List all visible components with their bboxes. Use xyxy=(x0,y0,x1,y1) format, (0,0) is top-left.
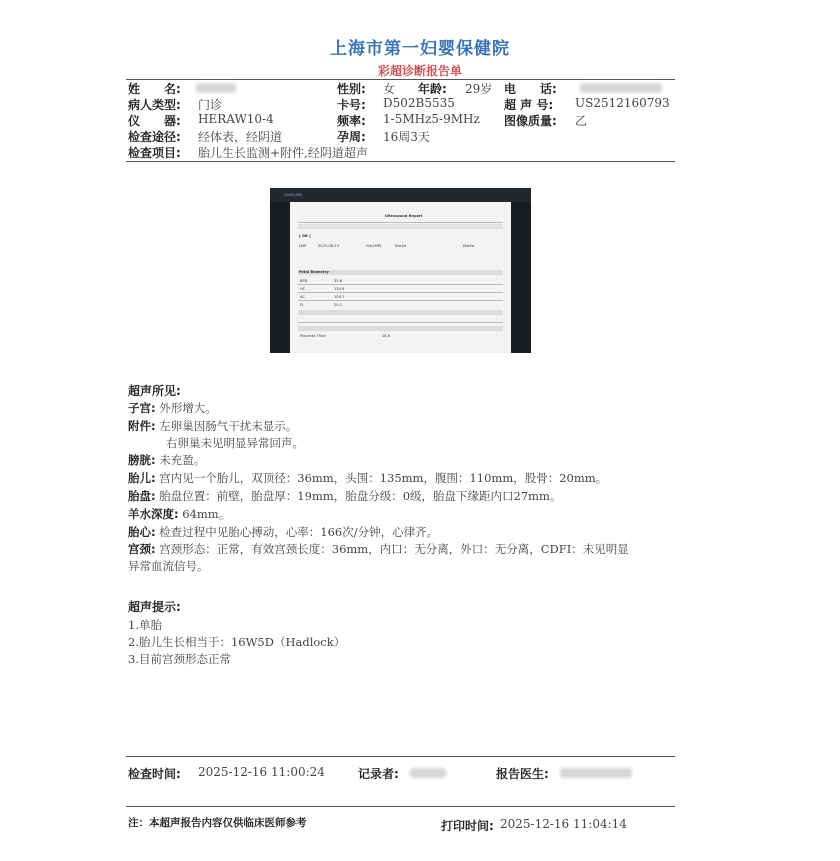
image-title: Ultrasound Report xyxy=(385,214,423,218)
placenta-text: 胎盘位置：前壁，胎盘厚：19mm，胎盘分级：0级，胎盘下缘距内口27mm。 xyxy=(159,489,562,503)
cervix-label: 宫颈: xyxy=(128,542,156,556)
amniotic-label: 羊水深度: xyxy=(128,507,179,521)
uterus-text: 外形增大。 xyxy=(159,401,217,415)
doctor-signature-redacted xyxy=(560,768,632,778)
name-label: 姓 名: xyxy=(128,82,181,96)
hospital-name: 上海市第一妇婴保健院 xyxy=(330,39,510,59)
items-label: 检查项目: xyxy=(128,146,181,160)
gender-label: 性别: xyxy=(337,82,366,96)
card-value: D502B5535 xyxy=(383,96,455,110)
age-label: 年龄: xyxy=(418,82,447,96)
image-val-ac: 109.7 xyxy=(334,295,345,299)
fetus-text: 宫内见一个胎儿，双顶径：36mm，头围：135mm，腹围：110mm，股骨：20mm。 xyxy=(159,471,608,485)
ga-label: 孕周: xyxy=(337,130,366,144)
gender-value: 女 xyxy=(383,82,396,96)
recorder-redacted xyxy=(410,768,446,778)
quality-label: 图像质量: xyxy=(504,114,557,128)
age-value: 29岁 xyxy=(465,82,493,96)
phone-redacted xyxy=(580,83,662,93)
us-no-value: US2512160793 xyxy=(575,96,670,110)
image-val-bpd: 35.6 xyxy=(334,279,343,283)
image-brand: SAMSUNG xyxy=(284,193,303,197)
print-time-label: 打印时间: xyxy=(441,819,494,833)
footer-rule-top xyxy=(126,756,675,757)
image-lmp-label: LMP xyxy=(299,244,307,248)
bladder-label: 膀胱: xyxy=(128,453,156,467)
conclusion-item-3: 3.目前宫颈形态正常 xyxy=(128,652,231,666)
us-no-label: 超 声 号: xyxy=(504,98,554,112)
image-row-hc: HC xyxy=(300,287,306,291)
device-value: HERAW10-4 xyxy=(198,112,274,126)
image-placenta: Placenta Thick xyxy=(300,334,327,338)
conclusion-item-1: 1.单胎 xyxy=(128,618,162,632)
finding-uterus xyxy=(128,400,217,416)
route-value: 经体表，经阴道 xyxy=(198,130,283,144)
placenta-label: 胎盘: xyxy=(128,489,156,503)
print-time-value: 2025-12-16 11:04:14 xyxy=(500,817,627,831)
amniotic-text: 64mm。 xyxy=(182,507,231,521)
finding-amniotic xyxy=(128,506,230,522)
image-row-fl: FL xyxy=(300,303,305,307)
image-val-fl: 20.1 xyxy=(334,303,343,307)
finding-heart xyxy=(128,524,438,540)
type-value: 门诊 xyxy=(198,98,223,112)
disclaimer-note: 注：本超声报告内容仅供临床医师参考 xyxy=(128,817,307,829)
name-redacted xyxy=(196,83,236,93)
items-value: 胎儿生长监测+附件,经阴道超声 xyxy=(198,146,368,160)
bladder-text: 未充盈。 xyxy=(159,453,206,467)
report-title: 彩超诊断报告单 xyxy=(377,64,462,78)
image-ga: 16w3d xyxy=(394,244,407,248)
ultrasound-report-image xyxy=(270,188,531,353)
adnexa-text-2: 右卵巢未见明显异常回声。 xyxy=(166,436,304,450)
phone-label: 电 话: xyxy=(504,82,557,96)
footer-rule-bottom xyxy=(126,806,675,807)
finding-cervix xyxy=(128,541,629,557)
image-row-bpd: BPD xyxy=(300,279,308,283)
image-lmp: 2025-08-23 xyxy=(318,244,339,248)
image-ob: [ OB ] xyxy=(299,234,311,238)
image-edd: 16w5d xyxy=(462,244,475,248)
image-report-page xyxy=(290,202,511,353)
cervix-text-2: 异常血流信号。 xyxy=(128,559,209,573)
quality-value: 乙 xyxy=(575,114,588,128)
heart-label: 胎心: xyxy=(128,525,156,539)
finding-bladder xyxy=(128,452,205,468)
finding-placenta xyxy=(128,488,561,504)
conclusion-item-2: 2.胎儿生长相当于：16W5D（Hadlock） xyxy=(128,635,346,649)
image-biometry: Fetal Biometry xyxy=(299,270,329,274)
finding-adnexa xyxy=(128,418,297,434)
conclusion-heading: 超声提示: xyxy=(128,600,181,614)
fetus-label: 胎儿: xyxy=(128,471,156,485)
adnexa-label: 附件: xyxy=(128,419,156,433)
uterus-label: 子宫: xyxy=(128,401,156,415)
finding-fetus xyxy=(128,470,607,486)
exam-time-value: 2025-12-16 11:00:24 xyxy=(198,765,325,779)
adnexa-text-1: 左卵巢因肠气干扰未显示。 xyxy=(159,419,298,433)
freq-label: 频率: xyxy=(337,114,366,128)
findings-heading: 超声所见: xyxy=(128,384,181,398)
recorder-label: 记录者: xyxy=(358,767,399,781)
info-rule xyxy=(126,161,675,162)
header-rule xyxy=(126,79,675,80)
image-placenta-val: 18.6 xyxy=(382,334,391,338)
route-label: 检查途径: xyxy=(128,130,181,144)
image-toolbar xyxy=(270,188,531,202)
exam-time-label: 检查时间: xyxy=(128,767,181,781)
device-label: 仪 器: xyxy=(128,114,181,128)
type-label: 病人类型: xyxy=(128,98,181,112)
ga-value: 16周3天 xyxy=(383,130,430,144)
doctor-label: 报告医生: xyxy=(496,767,549,781)
cervix-text-1: 宫颈形态：正常，有效宫颈长度：36mm，内口：无分离，外口：无分离，CDFI：未见明显 xyxy=(159,542,629,556)
card-label: 卡号: xyxy=(337,98,366,112)
image-val-hc: 134.9 xyxy=(334,287,345,291)
heart-text: 检查过程中见胎心搏动，心率：166次/分钟，心律齐。 xyxy=(159,525,439,539)
image-row-ac: AC xyxy=(300,295,305,299)
image-ga-label: GA(LMP) xyxy=(366,244,382,248)
freq-value: 1-5MHz5-9MHz xyxy=(383,112,480,126)
